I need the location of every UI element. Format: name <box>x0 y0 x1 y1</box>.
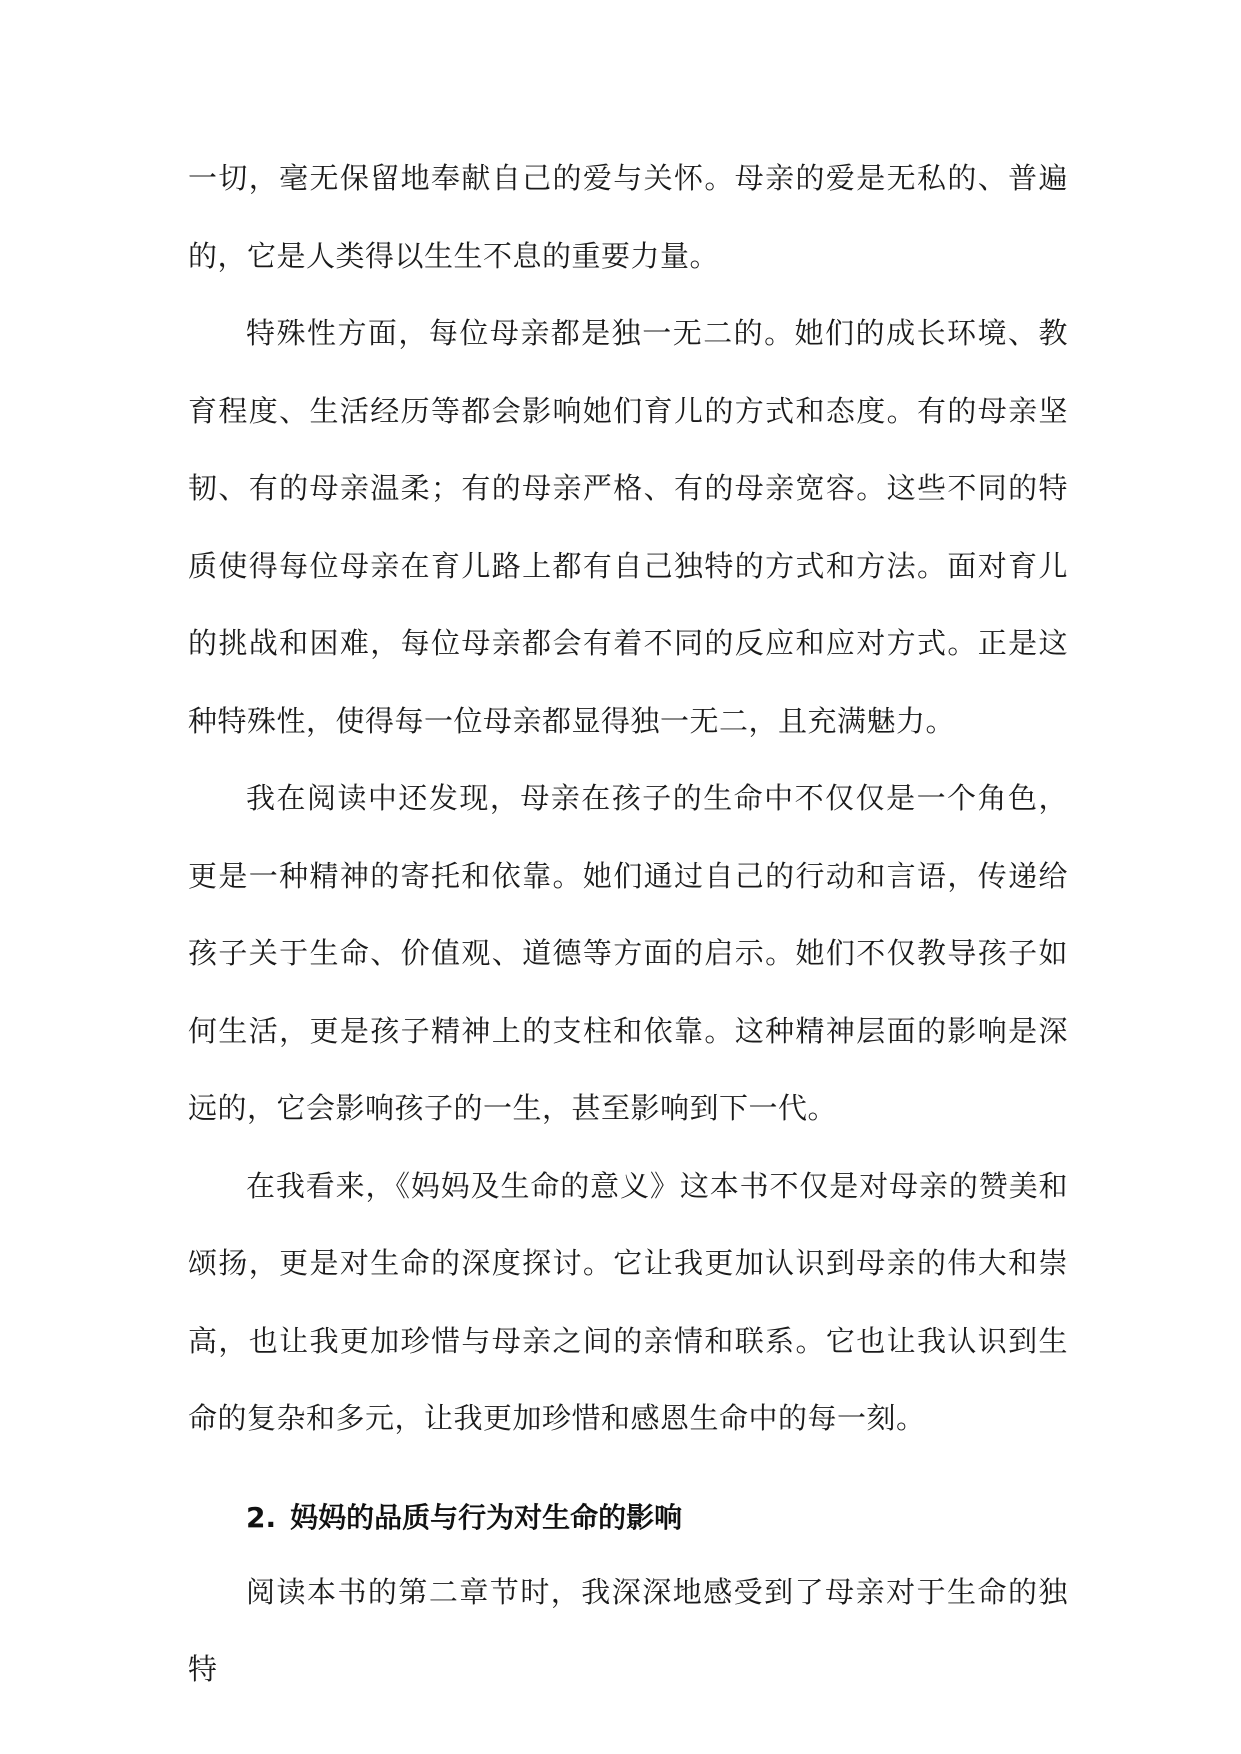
paragraph-spiritual-support: 我在阅读中还发现，母亲在孩子的生命中不仅仅是一个角色，更是一种精神的寄托和依靠。她们通过自己的行动和言语，传递给孩子关于生命、价值观、道德等方面的启示。她们不仅教导孩子如何生活，更是孩子精神上的支柱和依靠。这种精神层面的影响是深远的，它会影响孩子的一生，甚至影响到下一代。 <box>188 781 1068 1125</box>
paragraph-book-opinion: 在我看来，《妈妈及生命的意义》这本书不仅是对母亲的赞美和颂扬，更是对生命的深度探讨。它让我更加认识到母亲的伟大和崇高，也让我更加珍惜与母亲之间的亲情和联系。它也让我认识到生命的复杂和多元，让我更加珍惜和感恩生命中的每一刻。 <box>188 1168 1068 1435</box>
paragraph-particularity: 特殊性方面，每位母亲都是独一无二的。她们的成长环境、教育程度、生活经历等都会影响她们育儿的方式和态度。有的母亲坚韧、有的母亲温柔；有的母亲严格、有的母亲宽容。这些不同的特质使得每位母亲在育儿路上都有自己独特的方式和方法。面对育儿的挑战和困难，每位母亲都会有着不同的反应和应对方式。正是这种特殊性，使得每一位母亲都显得独一无二，且充满魅力。 <box>188 316 1068 738</box>
section-number: 2. <box>246 1500 277 1534</box>
document-body <box>188 140 1068 1709</box>
section-heading <box>188 1482 1068 1554</box>
paragraph-chapter-two-start: 阅读本书的第二章节时，我深深地感受到了母亲对于生命的独特 <box>188 1574 1068 1686</box>
section-title: 妈妈的品质与行为对生命的影响 <box>290 1500 683 1534</box>
paragraph-continuation: 一切，毫无保留地奉献自己的爱与关怀。母亲的爱是无私的、普遍的，它是人类得以生生不息的重要力量。 <box>188 161 1068 273</box>
